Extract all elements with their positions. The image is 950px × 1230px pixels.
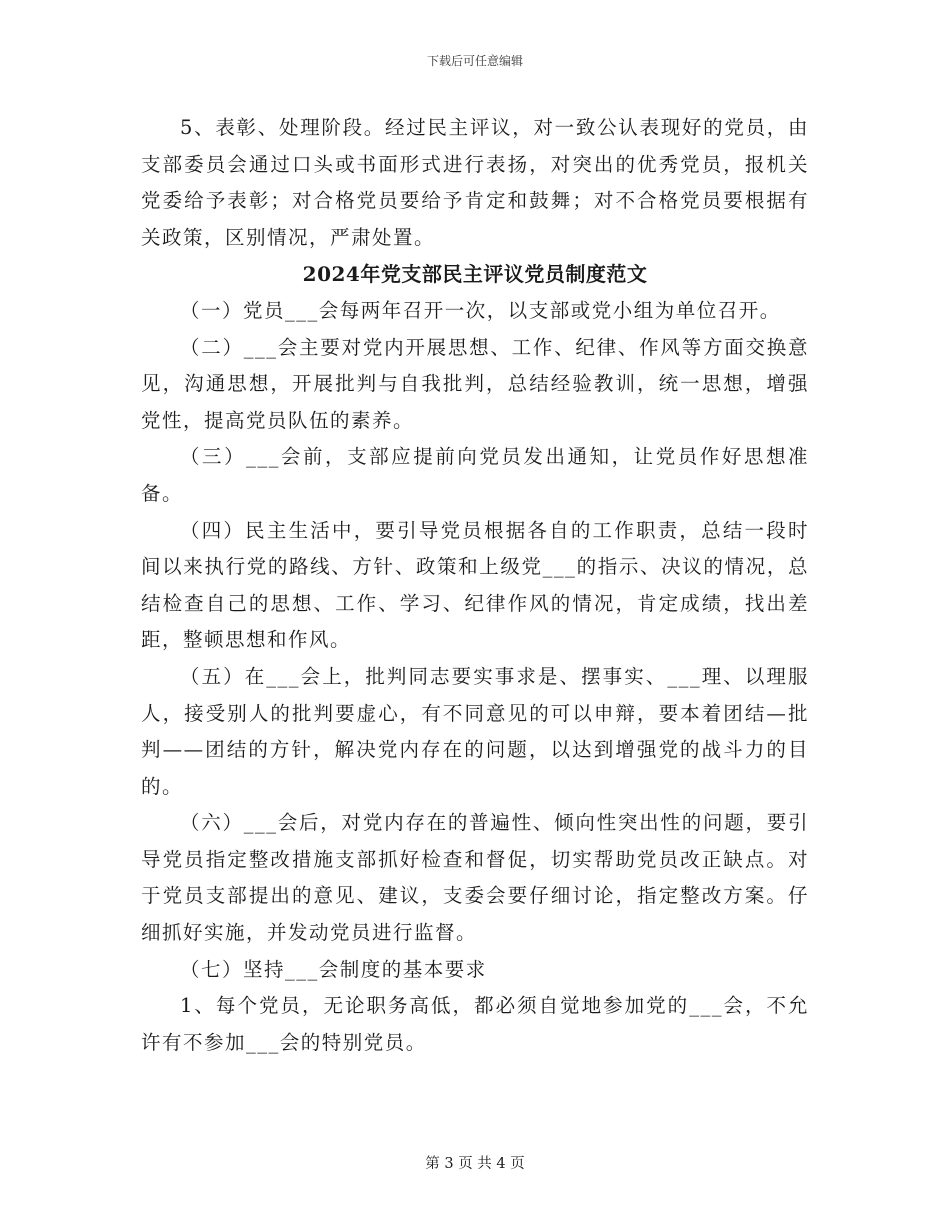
paragraph-2: （二）___会主要对党内开展思想、工作、纪律、作风等方面交换意见，沟通思想，开展批判与自我批判，总结经验教训，统一思想，增强党性，提高党员队伍的素养。 bbox=[141, 335, 809, 432]
paragraph-5: （五）在___会上，批判同志要实事求是、摆事实、___理、以理服人，接受别人的批判要虚心，有不同意见的可以申辩，要本着团结—批判——团结的方针，解决党内存在的问题，以达到增强党的战斗力的目的。 bbox=[141, 664, 809, 798]
page-header: 下载后可任意编辑 bbox=[426, 54, 523, 68]
page-number: 第 3 页 共 4 页 bbox=[425, 1156, 525, 1172]
paragraph-1: （一）党员___会每两年召开一次，以支部或党小组为单位召开。 bbox=[180, 298, 781, 322]
paragraph-7: （七）坚持___会制度的基本要求 bbox=[180, 957, 487, 981]
intro-paragraph: 5、表彰、处理阶段。经过民主评议，对一致公认表现好的党员，由支部委员会通过口头或书面形式进行表扬，对突出的优秀党员，报机关党委给予表彰；对合格党员要给予肯定和鼓舞；对不合格党员要根据有关政策，区别情况，严肃处置。 bbox=[141, 116, 809, 249]
paragraph-6: （六）___会后，对党内存在的普遍性、倾向性突出性的问题，要引导党员指定整改措施支部抓好检查和督促，切实帮助党员改正缺点。对于党员支部提出的意见、建议，支委会要仔细讨论，指定整改方案。仔细抓好实施，并发动党员进行监督。 bbox=[141, 811, 809, 945]
paragraph-3: （三）___会前，支部应提前向党员发出通知，让党员作好思想准备。 bbox=[141, 445, 809, 505]
document-title: 2024年党支部民主评议党员制度范文 bbox=[302, 262, 648, 287]
paragraph-8: 1、每个党员，无论职务高低，都必须自觉地参加党的___会，不允许有不参加___会的特别党员。 bbox=[141, 994, 809, 1054]
paragraph-4: （四）民主生活中，要引导党员根据各自的工作职责，总结一段时间以来执行党的路线、方针、政策和上级党___的指示、决议的情况，总结检查自己的思想、工作、学习、纪律作风的情况，肯定成绩，找出差距，整顿思想和作风。 bbox=[141, 518, 809, 652]
document-body bbox=[141, 110, 809, 1061]
